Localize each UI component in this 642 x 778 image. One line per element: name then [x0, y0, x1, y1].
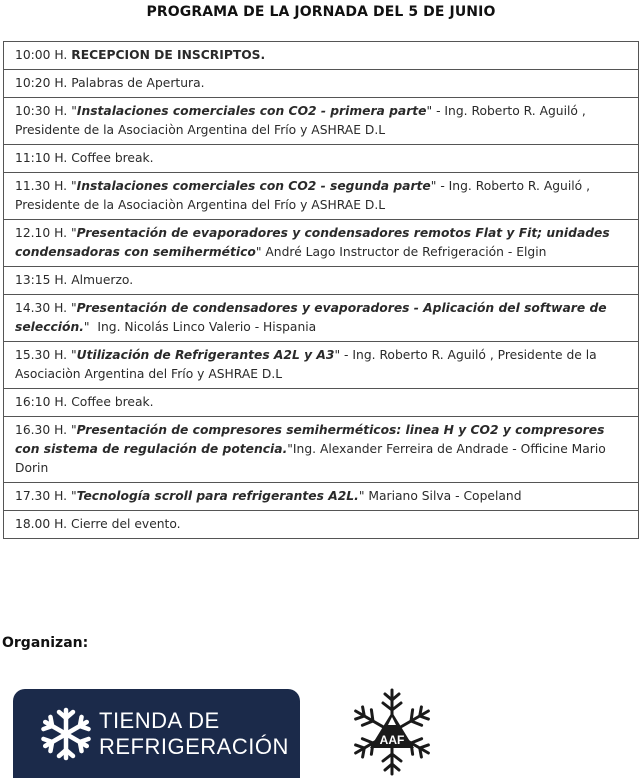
- schedule-description: - Ing. Roberto R. Aguiló , Presidente de la Asociaciòn Argentina del Frío y ASHRAE D.L: [15, 104, 590, 137]
- talk-title: Instalaciones comerciales con CO2 - primera parte: [76, 104, 427, 118]
- table-row: [4, 511, 639, 539]
- schedule-time: 15.30 H.: [15, 348, 68, 362]
- schedule-cell: 12.10 H. "Presentación de evaporadores y condensadores remotos Flat y Fit; unidades condensadoras con semihermético" André Lago Instructor de Refrigeración - Elgin: [4, 220, 639, 267]
- schedule-description: Ing. Nicolás Linco Valerio - Hispania: [89, 320, 317, 334]
- table-row: [4, 42, 639, 70]
- aaf-logo-text: AAF: [379, 733, 405, 747]
- schedule-description: Palabras de Apertura.: [71, 76, 205, 90]
- schedule-table: [3, 41, 639, 539]
- schedule-time: 10:00 H.: [15, 48, 68, 62]
- schedule-cell: 17.30 H. "Tecnología scroll para refrigerantes A2L." Mariano Silva - Copeland: [4, 483, 639, 511]
- schedule-cell: [4, 267, 639, 295]
- table-row: [4, 173, 639, 220]
- snowflake-icon: [39, 707, 93, 761]
- table-row: [4, 267, 639, 295]
- table-row: [4, 417, 639, 483]
- schedule-description: André Lago Instructor de Refrigeración - Elgin: [261, 245, 547, 259]
- schedule-description: Ing. Alexander Ferreira de Andrade - Officine Mario Dorin: [15, 442, 610, 475]
- tienda-logo-line2: REFRIGERACIÓN: [99, 734, 289, 759]
- table-row: [4, 220, 639, 267]
- tienda-de-refrigeracion-logo: [13, 689, 300, 778]
- schedule-cell: 11.30 H. "Instalaciones comerciales con CO2 - segunda parte" - Ing. Roberto R. Aguiló , Presidente de la Asociaciòn Argentina del Frío y ASHRAE D.L: [4, 173, 639, 220]
- aaf-logo: [344, 686, 440, 778]
- schedule-time: 11.30 H.: [15, 179, 68, 193]
- schedule-description: Mariano Silva - Copeland: [364, 489, 522, 503]
- schedule-description: - Ing. Roberto R. Aguiló , Presidente de la Asociaciòn Argentina del Frío y ASHRAE D.L: [15, 348, 601, 381]
- schedule-description: Coffee break.: [71, 395, 154, 409]
- schedule-cell: 15.30 H. "Utilización de Refrigerantes A2L y A3" - Ing. Roberto R. Aguiló , Presidente de la Asociaciòn Argentina del Frío y ASHRAE D.L: [4, 342, 639, 389]
- schedule-time: 18.00 H.: [15, 517, 68, 531]
- table-row: [4, 98, 639, 145]
- schedule-cell: [4, 145, 639, 173]
- table-row: [4, 389, 639, 417]
- organizers-label: Organizan:: [2, 635, 89, 651]
- schedule-time: 10:30 H.: [15, 104, 68, 118]
- page-title: PROGRAMA DE LA JORNADA DEL 5 DE JUNIO: [146, 4, 496, 20]
- schedule-description: Coffee break.: [71, 151, 154, 165]
- talk-title: Tecnología scroll para refrigerantes A2L.: [76, 489, 359, 503]
- table-row: [4, 483, 639, 511]
- schedule-time: 17.30 H.: [15, 489, 68, 503]
- table-row: [4, 295, 639, 342]
- schedule-cell: 10:30 H. "Instalaciones comerciales con CO2 - primera parte" - Ing. Roberto R. Aguiló , Presidente de la Asociaciòn Argentina del Frío y ASHRAE D.L: [4, 98, 639, 145]
- schedule-cell: [4, 389, 639, 417]
- schedule-time: 16.30 H.: [15, 423, 68, 437]
- table-row: [4, 342, 639, 389]
- talk-title: Instalaciones comerciales con CO2 - segunda parte: [76, 179, 431, 193]
- schedule-description: Cierre del evento.: [70, 517, 181, 531]
- schedule-cell: [4, 42, 639, 70]
- schedule-cell: [4, 70, 639, 98]
- schedule-time: 14.30 H.: [15, 301, 68, 315]
- schedule-time: 12.10 H.: [15, 226, 68, 240]
- talk-title: Utilización de Refrigerantes A2L y A3: [76, 348, 335, 362]
- schedule-cell: [4, 511, 639, 539]
- schedule-heading: RECEPCION DE INSCRIPTOS.: [71, 48, 266, 62]
- table-row: [4, 70, 639, 98]
- schedule-time: 16:10 H.: [15, 395, 68, 409]
- schedule-time: 13:15 H.: [15, 273, 68, 287]
- schedule-cell: 14.30 H. "Presentación de condensadores y evaporadores - Aplicación del software de selección." Ing. Nicolás Linco Valerio - Hispania: [4, 295, 639, 342]
- talk-title: Presentación de condensadores y evaporadores - Aplicación del software de selección.: [15, 301, 607, 334]
- schedule-description: Almuerzo.: [71, 273, 134, 287]
- schedule-time: 11:10 H.: [15, 151, 68, 165]
- schedule-time: 10:20 H.: [15, 76, 68, 90]
- talk-title: Presentación de evaporadores y condensadores remotos Flat y Fit; unidades condensadoras con semihermético: [15, 226, 610, 259]
- schedule-description: - Ing. Roberto R. Aguiló , Presidente de la Asociaciòn Argentina del Frío y ASHRAE D.L: [15, 179, 594, 212]
- tienda-logo-line1: TIENDA DE: [99, 708, 220, 733]
- schedule-cell: 16.30 H. "Presentación de compresores semiherméticos: linea H y CO2 y compresores con sistema de regulación de potencia."Ing. Alexander Ferreira de Andrade - Officine Mario Dorin: [4, 417, 639, 483]
- table-row: [4, 145, 639, 173]
- talk-title: Presentación de compresores semiherméticos: linea H y CO2 y compresores con sistema de regulación de potencia.: [15, 423, 605, 456]
